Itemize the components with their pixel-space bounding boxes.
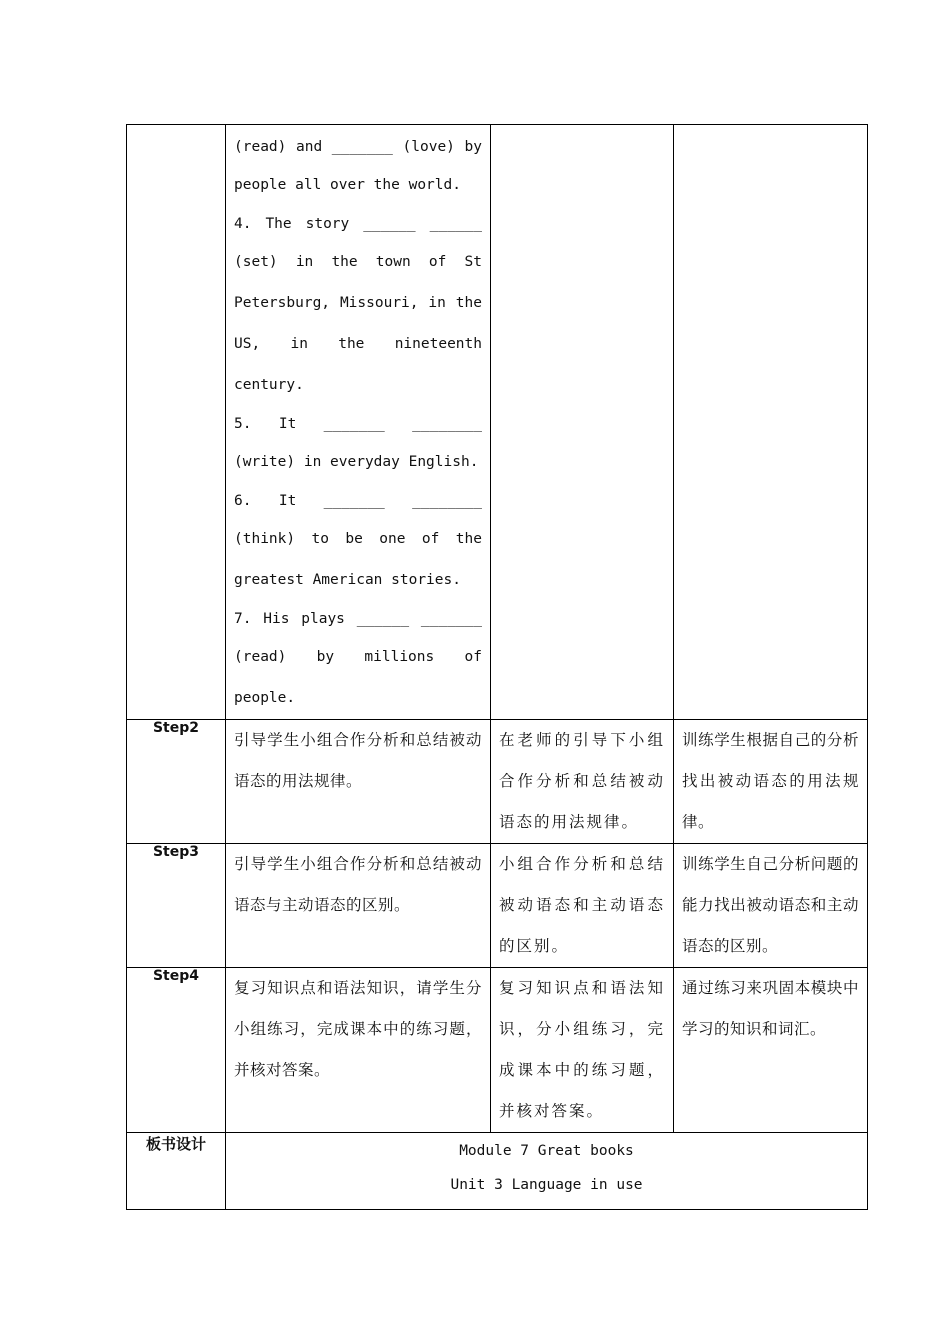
exercise-row <box>127 125 868 720</box>
step-row-4 <box>127 968 868 1133</box>
exercise-line: Petersburg, Missouri, in the <box>234 295 482 311</box>
exercise-line: (think) to be one of the <box>234 531 482 547</box>
exercise-line: 6. It _______ ________ <box>234 493 482 509</box>
exercise-list <box>226 125 490 719</box>
board-design-row <box>127 1133 868 1210</box>
teacher-activity: 复习知识点和语法知识，请学生分小组练习，完成课本中的练习题，并核对答案。 <box>234 979 482 1079</box>
step-label: Step4 <box>127 968 226 1133</box>
exercise-line: century. <box>234 377 304 393</box>
exercise-line: (read) by millions of people. <box>234 649 482 706</box>
teacher-activity: 引导学生小组合作分析和总结被动语态的用法规律。 <box>234 731 482 790</box>
exercise-line: 5. It _______ ________ <box>234 416 482 432</box>
board-line-module: Module 7 Great books <box>459 1143 634 1159</box>
exercise-purpose-cell <box>674 125 868 720</box>
teacher-activity: 引导学生小组合作分析和总结被动语态与主动语态的区别。 <box>234 855 482 914</box>
step-label: Step3 <box>127 844 226 968</box>
exercise-step-cell <box>127 125 226 720</box>
exercise-line: (write) in everyday English. <box>234 454 479 470</box>
exercise-line: 7. His plays ______ _______ <box>234 611 482 627</box>
board-design-content <box>226 1133 868 1210</box>
exercise-line: 4. The story ______ ______ <box>234 216 482 232</box>
lesson-plan-table <box>126 124 868 1210</box>
exercise-line: greatest American stories. <box>234 572 461 588</box>
step-row-3 <box>127 844 868 968</box>
exercise-line: people all over the world. <box>234 177 461 193</box>
student-activity: 复习知识点和语法知识，分小组练习，完成课本中的练习题，并核对答案。 <box>499 979 665 1120</box>
design-purpose: 通过练习来巩固本模块中学习的知识和词汇。 <box>682 979 859 1038</box>
step-row-2 <box>127 720 868 844</box>
board-line-unit: Unit 3 Language in use <box>450 1177 643 1193</box>
step-label: Step2 <box>127 720 226 844</box>
student-activity: 在老师的引导下小组合作分析和总结被动语态的用法规律。 <box>499 731 665 831</box>
design-purpose: 训练学生根据自己的分析找出被动语态的用法规律。 <box>682 731 859 831</box>
exercise-line: (set) in the town of St <box>234 254 482 270</box>
exercise-cell <box>226 125 491 720</box>
exercise-line: US, in the nineteenth <box>234 336 482 352</box>
student-activity: 小组合作分析和总结被动语态和主动语态的区别。 <box>499 855 665 955</box>
exercise-line: (read) and _______ (love) by <box>234 139 482 155</box>
design-purpose: 训练学生自己分析问题的能力找出被动语态和主动语态的区别。 <box>682 855 859 955</box>
board-design-label: 板书设计 <box>127 1133 226 1210</box>
exercise-student-cell <box>491 125 674 720</box>
